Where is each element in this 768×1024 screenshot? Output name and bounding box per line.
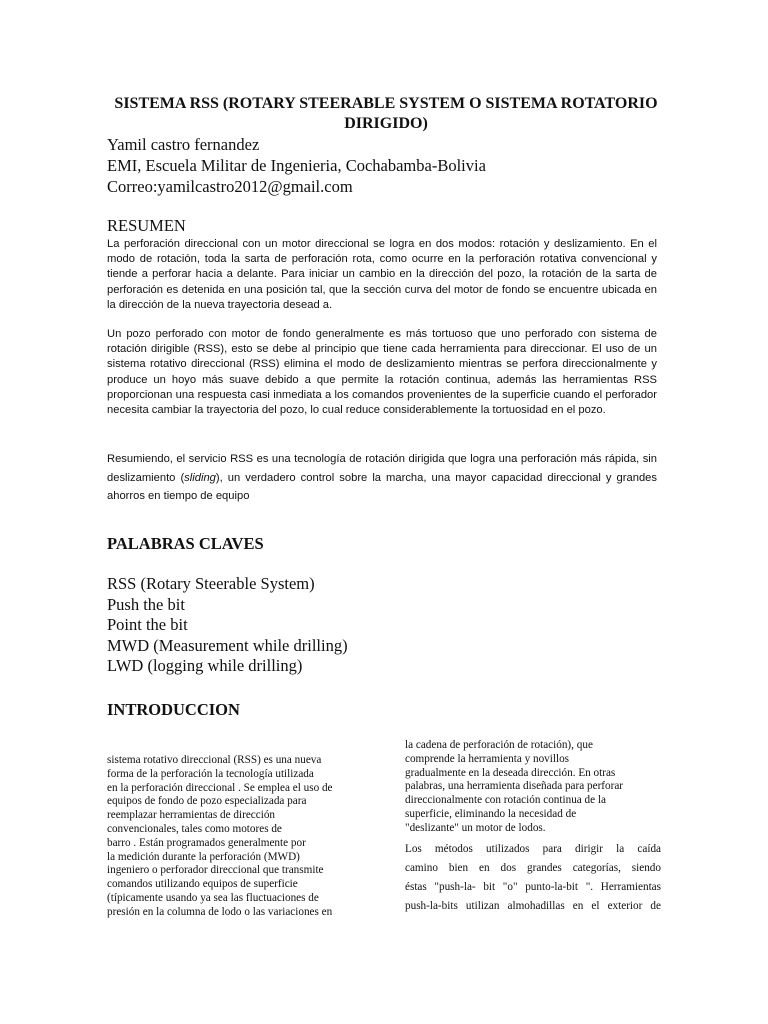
intro-left-line: reemplazar herramientas de dirección [107, 809, 276, 822]
intro-right-line: "deslizante" un motor de lodos. [405, 821, 546, 834]
intro-right-column [405, 739, 661, 916]
intro-right-justified-line: Los métodos utilizados para dirigir la caída [405, 842, 661, 855]
author-email: Correo:yamilcastro2012@gmail.com [107, 177, 353, 196]
keyword-item: LWD (logging while drilling) [107, 656, 303, 675]
intro-left-column [107, 754, 363, 920]
document-title: SISTEMA RSS (ROTARY STEERABLE SYSTEM O SISTEMA ROTATORIO DIRIGIDO) [114, 95, 658, 132]
resumen-p3-italic: sliding [184, 471, 216, 484]
intro-right-line: gradualmente en la deseada dirección. En otras [405, 766, 616, 779]
intro-left-line: presión en la columna de lodo o las variaciones en [107, 905, 333, 918]
resumen-p3-before: Resumiendo, el servicio RSS es una tecnología de rotación dirigida que logra una perforación más rápida, sin deslizamiento ( [107, 453, 657, 484]
intro-left-line: equipos de fondo de pozo especializada para [107, 795, 307, 808]
intro-left-line: sistema rotativo direccional (RSS) es una nueva [107, 754, 322, 766]
intro-right-justified-line: push-la-bits utilizan almohadillas en el exterior de [405, 899, 661, 912]
intro-right-line: superficie, eliminando la necesidad de [405, 807, 577, 820]
introduccion-heading: INTRODUCCION [107, 700, 240, 719]
intro-left-line: ingeniero o perforador direccional que transmite [107, 864, 324, 877]
author-name: Yamil castro fernandez [107, 135, 260, 154]
intro-right-line: palabras, una herramienta diseñada para perforar [405, 780, 624, 793]
keyword-item: MWD (Measurement while drilling) [107, 635, 348, 655]
keywords-list [107, 574, 348, 677]
intro-right-line: la cadena de perforación de rotación), que [405, 739, 593, 751]
intro-right-line: direccionalmente con rotación continua de la [405, 794, 606, 807]
keyword-item: RSS (Rotary Steerable System) [107, 574, 315, 593]
resumen-paragraph-1: La perforación direccional con un motor direccional se logra en dos modos: rotación y deslizamiento. En el modo de rotación, toda la sarta de perforación rota, como ocurre en la perforación rotativa convencional y tiende a perforar hacia a delante. Para iniciar un cambio en la dirección del pozo, la rotación de la sarta de perforación es detenida en una posición tal, que la sección curva del motor de fondo se encuentre ubicada en la dirección de la nueva trayectoria desead a. [107, 238, 657, 311]
intro-right-justified-paragraph [405, 840, 661, 916]
author-block [107, 134, 486, 197]
resumen-heading: RESUMEN [107, 216, 186, 235]
palabras-claves-heading: PALABRAS CLAVES [107, 534, 264, 553]
keyword-item: Push the bit [107, 594, 185, 614]
resumen-paragraph-2: Un pozo perforado con motor de fondo generalmente es más tortuoso que uno perforado con sistema de rotación dirigible (RSS), esto se debe al principio que tiene cada herramienta para direccionar. El uso de un sistema rotativo direccional (RSS) elimina el modo de deslizamiento mientras se perfora direccionalmente y produce un hoyo más suave debido a que permite la rotación continua, además las herramientas RSS proporcionan una respuesta casi inmediata a los comandos provenientes de la superficie cuando el perforador necesita cambiar la trayectoria del pozo, lo cual reduce considerablemente la tortuosidad en el pozo. [107, 328, 657, 417]
intro-left-line: (típicamente usando ya sea las fluctuaciones de [107, 891, 319, 904]
intro-left-line: la medición durante la perforación (MWD) [107, 850, 300, 863]
intro-left-line: forma de la perforación la tecnología utilizada [107, 767, 314, 780]
intro-left-line: en la perforación direccional . Se emplea el uso de [107, 781, 333, 794]
intro-right-justified-line: camino bien en dos grandes categorías, siendo [405, 861, 661, 874]
keyword-item: Point the bit [107, 615, 188, 634]
author-institution: EMI, Escuela Militar de Ingenieria, Cochabamba-Bolivia [107, 156, 486, 175]
resumen-paragraph-3 [107, 450, 657, 506]
intro-left-line: comandos utilizando equipos de superficie [107, 878, 298, 891]
resumen-p3-after: ), un verdadero control sobre la marcha, una mayor capacidad direccional y grandes ahorros en tiempo de equipo [107, 471, 657, 502]
intro-left-line: convencionales, tales como motores de [107, 822, 282, 835]
intro-right-line: comprende la herramienta y novillos [405, 752, 570, 765]
intro-right-justified-line: éstas "push-la- bit "o" punto-la-bit ". Herramientas [405, 880, 661, 893]
intro-left-line: barro . Están programados generalmente por [107, 836, 306, 849]
